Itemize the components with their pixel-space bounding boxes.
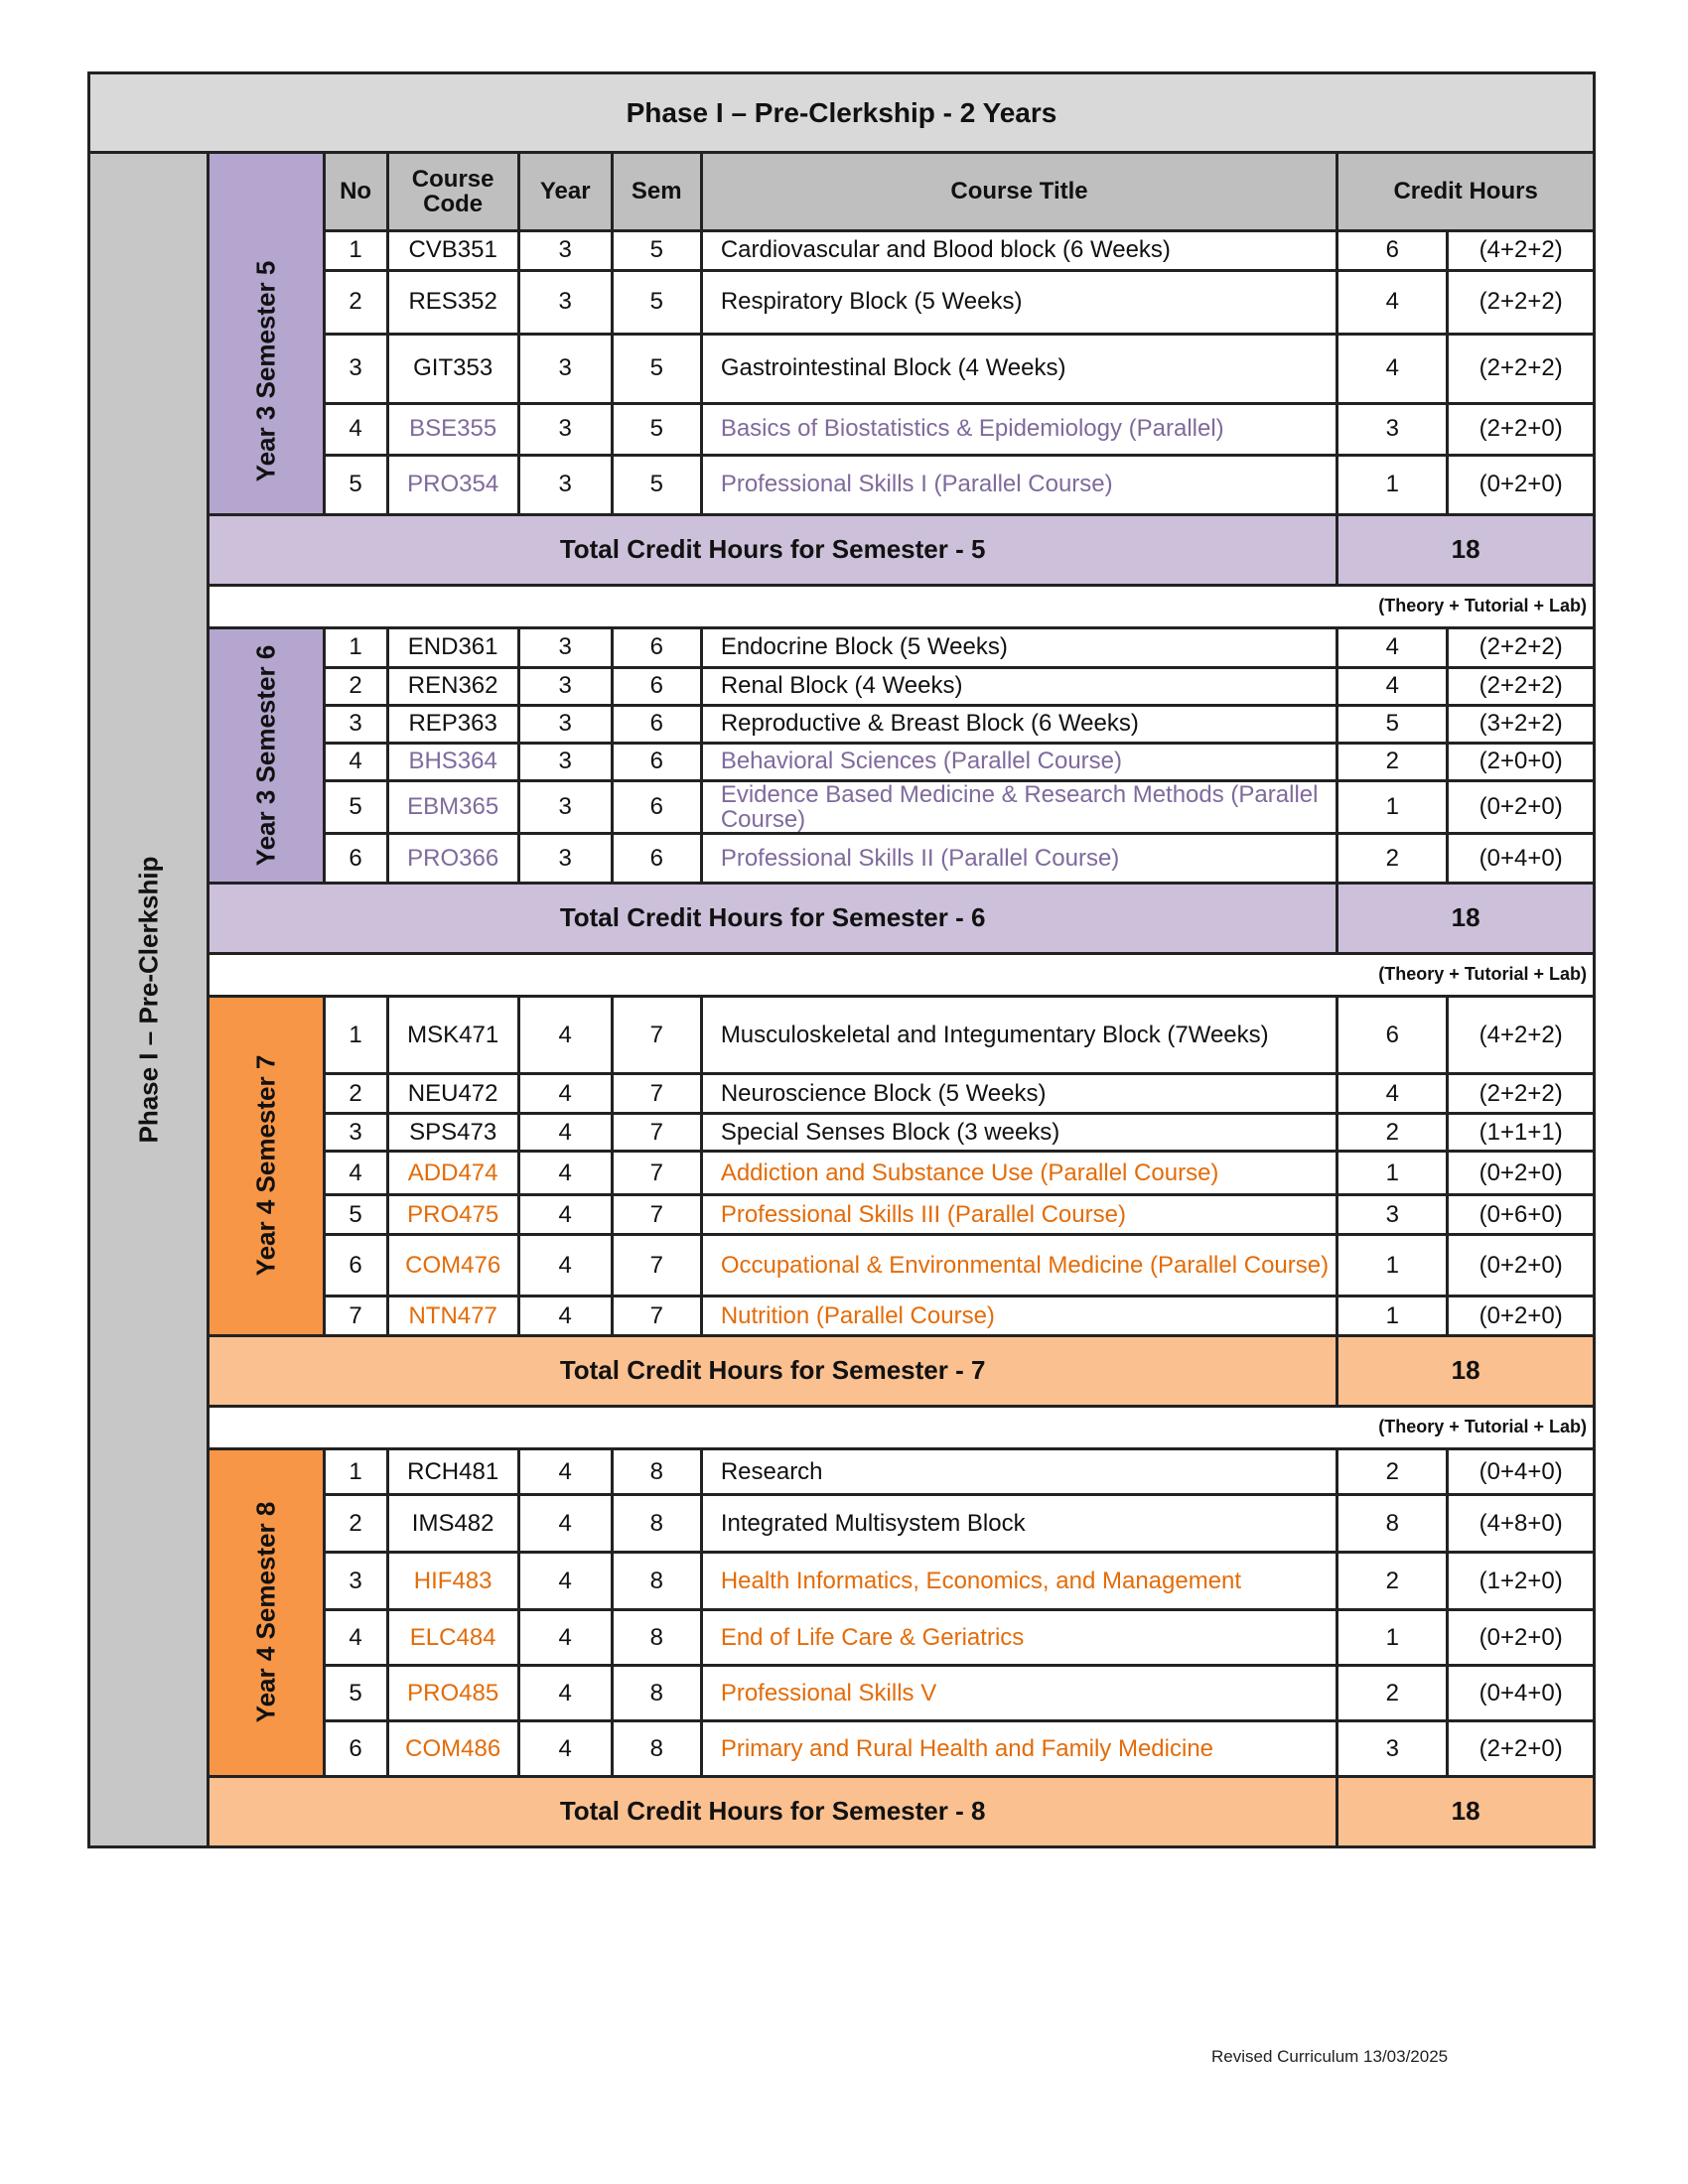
course-title: Evidence Based Medicine & Research Methods (Parallel Course) [701,780,1336,833]
credit-breakdown: (1+1+1) [1448,1113,1593,1151]
course-title: Professional Skills I (Parallel Course) [701,455,1336,514]
semester-label-text: Year 3 Semester 5 [250,260,281,482]
course-sem: 5 [612,334,701,403]
course-no: 4 [324,1609,387,1665]
semester-group [210,1448,1593,1845]
header-course-code: Course Code [387,154,518,230]
course-no: 4 [324,1151,387,1194]
course-year: 4 [518,1494,612,1552]
credit-breakdown: (2+0+0) [1448,743,1593,780]
course-row [210,1552,1593,1609]
header-credit-hours: Credit Hours [1337,154,1593,230]
course-code: NTN477 [387,1296,518,1335]
credit-hours: 2 [1337,1552,1448,1609]
course-code: RES352 [387,270,518,334]
course-title: End of Life Care & Geriatrics [701,1609,1336,1665]
course-title: Integrated Multisystem Block [701,1494,1336,1552]
semester-side-label [210,996,324,1335]
credit-breakdown: (2+2+0) [1448,1720,1593,1776]
course-no: 6 [324,1720,387,1776]
course-sem: 7 [612,1234,701,1296]
course-code: BSE355 [387,403,518,455]
course-sem: 8 [612,1609,701,1665]
semester-side-label [210,627,324,883]
course-sem: 6 [612,743,701,780]
credit-breakdown: (4+8+0) [1448,1494,1593,1552]
credit-hours: 2 [1337,743,1448,780]
credit-breakdown-note: (Theory + Tutorial + Lab) [210,953,1593,996]
semester-total-label: Total Credit Hours for Semester - 5 [210,514,1337,585]
course-code: PRO366 [387,833,518,883]
credit-hours: 6 [1337,230,1448,270]
phase-body [90,154,1593,1845]
course-title: Endocrine Block (5 Weeks) [701,627,1336,667]
credit-breakdown: (3+2+2) [1448,705,1593,743]
course-no: 6 [324,833,387,883]
course-year: 4 [518,1720,612,1776]
course-sem: 6 [612,780,701,833]
credit-hours: 1 [1337,1296,1448,1335]
course-year: 3 [518,334,612,403]
semester-group [210,627,1593,996]
course-row [210,1720,1593,1776]
course-title: Research [701,1448,1336,1494]
course-code: EBM365 [387,780,518,833]
course-code: RCH481 [387,1448,518,1494]
course-code: PRO475 [387,1194,518,1234]
credit-breakdown: (0+4+0) [1448,1448,1593,1494]
course-no: 3 [324,705,387,743]
course-no: 5 [324,1194,387,1234]
credit-breakdown: (0+4+0) [1448,1665,1593,1720]
course-title: Professional Skills II (Parallel Course) [701,833,1336,883]
course-no: 1 [324,1448,387,1494]
credit-note-row [210,953,1593,996]
course-year: 3 [518,780,612,833]
credit-breakdown: (1+2+0) [1448,1552,1593,1609]
course-year: 3 [518,743,612,780]
course-code: COM476 [387,1234,518,1296]
course-sem: 5 [612,230,701,270]
course-row [210,1113,1593,1151]
header-year: Year [518,154,612,230]
curriculum-table [87,71,1596,1848]
course-code: PRO485 [387,1665,518,1720]
semester-total-value: 18 [1337,514,1593,585]
course-sem: 5 [612,455,701,514]
course-title: Gastrointestinal Block (4 Weeks) [701,334,1336,403]
course-year: 3 [518,627,612,667]
course-row [210,780,1593,833]
semester-label-text: Year 4 Semester 7 [250,1055,281,1277]
course-year: 4 [518,1552,612,1609]
course-row [210,1609,1593,1665]
credit-hours: 3 [1337,1720,1448,1776]
semester-total-row [210,1776,1593,1845]
header-row [210,154,1593,230]
course-year: 4 [518,1073,612,1113]
credit-hours: 5 [1337,705,1448,743]
course-code: CVB351 [387,230,518,270]
course-sem: 8 [612,1494,701,1552]
course-year: 3 [518,230,612,270]
course-no: 6 [324,1234,387,1296]
credit-breakdown: (0+2+0) [1448,455,1593,514]
credit-hours: 6 [1337,996,1448,1073]
credit-hours: 1 [1337,780,1448,833]
header-side-cell [210,154,324,230]
course-no: 4 [324,403,387,455]
course-sem: 7 [612,1151,701,1194]
course-year: 4 [518,1609,612,1665]
course-row [210,1448,1593,1494]
course-sem: 8 [612,1665,701,1720]
course-sem: 5 [612,403,701,455]
credit-hours: 4 [1337,667,1448,705]
credit-breakdown: (2+2+2) [1448,667,1593,705]
course-code: SPS473 [387,1113,518,1151]
course-sem: 8 [612,1720,701,1776]
course-title: Health Informatics, Economics, and Management [701,1552,1336,1609]
semester-total-row [210,1335,1593,1406]
course-no: 1 [324,627,387,667]
header-sem: Sem [612,154,701,230]
course-code: BHS364 [387,743,518,780]
header-no: No [324,154,387,230]
semester-tables [210,154,1593,1845]
course-row [210,1194,1593,1234]
course-sem: 7 [612,1296,701,1335]
course-sem: 7 [612,1113,701,1151]
course-no: 2 [324,1494,387,1552]
semester-total-value: 18 [1337,1335,1593,1406]
course-no: 2 [324,1073,387,1113]
course-no: 5 [324,455,387,514]
credit-hours: 1 [1337,1234,1448,1296]
course-title: Reproductive & Breast Block (6 Weeks) [701,705,1336,743]
course-sem: 6 [612,833,701,883]
course-no: 3 [324,1113,387,1151]
course-sem: 6 [612,667,701,705]
course-row [210,1494,1593,1552]
semester-side-label [210,1448,324,1776]
course-code: HIF483 [387,1552,518,1609]
credit-note-row [210,585,1593,627]
course-title: Special Senses Block (3 weeks) [701,1113,1336,1151]
course-title: Nutrition (Parallel Course) [701,1296,1336,1335]
course-code: REP363 [387,705,518,743]
credit-hours: 4 [1337,1073,1448,1113]
course-row [210,1073,1593,1113]
credit-hours: 2 [1337,1665,1448,1720]
semester-side-label [210,230,324,514]
course-no: 1 [324,230,387,270]
course-row [210,1665,1593,1720]
credit-hours: 3 [1337,1194,1448,1234]
course-row [210,403,1593,455]
course-sem: 6 [612,705,701,743]
course-title: Professional Skills III (Parallel Course) [701,1194,1336,1234]
credit-breakdown: (2+2+2) [1448,270,1593,334]
credit-hours: 8 [1337,1494,1448,1552]
course-title: Occupational & Environmental Medicine (Parallel Course) [701,1234,1336,1296]
course-title: Primary and Rural Health and Family Medicine [701,1720,1336,1776]
credit-breakdown: (0+2+0) [1448,1234,1593,1296]
course-no: 3 [324,334,387,403]
course-no: 5 [324,1665,387,1720]
course-row [210,230,1593,270]
course-code: COM486 [387,1720,518,1776]
course-code: ELC484 [387,1609,518,1665]
course-year: 3 [518,455,612,514]
credit-breakdown: (2+2+2) [1448,1073,1593,1113]
course-year: 4 [518,1448,612,1494]
course-row [210,1296,1593,1335]
credit-breakdown: (4+2+2) [1448,996,1593,1073]
course-sem: 7 [612,996,701,1073]
course-year: 4 [518,1151,612,1194]
course-title: Renal Block (4 Weeks) [701,667,1336,705]
course-no: 2 [324,270,387,334]
course-code: REN362 [387,667,518,705]
course-row [210,627,1593,667]
credit-breakdown-note: (Theory + Tutorial + Lab) [210,1406,1593,1448]
course-year: 4 [518,1665,612,1720]
semester-total-label: Total Credit Hours for Semester - 8 [210,1776,1337,1845]
credit-hours: 4 [1337,270,1448,334]
course-title: Respiratory Block (5 Weeks) [701,270,1336,334]
course-code: NEU472 [387,1073,518,1113]
phase-title: Phase I – Pre-Clerkship - 2 Years [90,74,1593,154]
course-no: 3 [324,1552,387,1609]
course-year: 3 [518,403,612,455]
credit-hours: 3 [1337,403,1448,455]
semester-total-row [210,883,1593,953]
course-no: 5 [324,780,387,833]
course-code: MSK471 [387,996,518,1073]
course-row [210,833,1593,883]
course-title: Addiction and Substance Use (Parallel Course) [701,1151,1336,1194]
course-code: GIT353 [387,334,518,403]
credit-breakdown: (2+2+2) [1448,627,1593,667]
course-title: Neuroscience Block (5 Weeks) [701,1073,1336,1113]
course-row [210,455,1593,514]
credit-hours: 4 [1337,334,1448,403]
semester-label-text: Year 3 Semester 6 [250,644,281,866]
course-sem: 5 [612,270,701,334]
course-year: 3 [518,270,612,334]
credit-note-row [210,1406,1593,1448]
phase-side-label [90,154,210,1845]
semester-total-label: Total Credit Hours for Semester - 6 [210,883,1337,953]
course-sem: 8 [612,1552,701,1609]
course-year: 4 [518,1234,612,1296]
credit-breakdown: (2+2+0) [1448,403,1593,455]
course-year: 4 [518,1113,612,1151]
course-table [210,154,1593,1845]
credit-breakdown: (0+2+0) [1448,1609,1593,1665]
credit-breakdown: (0+2+0) [1448,1151,1593,1194]
credit-breakdown: (0+2+0) [1448,780,1593,833]
credit-hours: 2 [1337,833,1448,883]
course-row [210,667,1593,705]
credit-breakdown: (0+4+0) [1448,833,1593,883]
course-year: 4 [518,1194,612,1234]
course-sem: 6 [612,627,701,667]
course-year: 3 [518,705,612,743]
credit-breakdown: (0+2+0) [1448,1296,1593,1335]
course-title: Cardiovascular and Blood block (6 Weeks) [701,230,1336,270]
course-no: 7 [324,1296,387,1335]
course-no: 1 [324,996,387,1073]
credit-breakdown: (4+2+2) [1448,230,1593,270]
course-row [210,996,1593,1073]
course-row [210,334,1593,403]
course-title: Behavioral Sciences (Parallel Course) [701,743,1336,780]
credit-hours: 1 [1337,1151,1448,1194]
semester-group [210,996,1593,1448]
semester-total-value: 18 [1337,883,1593,953]
course-row [210,1151,1593,1194]
course-title: Professional Skills V [701,1665,1336,1720]
credit-hours: 2 [1337,1448,1448,1494]
semester-total-value: 18 [1337,1776,1593,1845]
semester-group [210,230,1593,627]
course-year: 4 [518,1296,612,1335]
credit-hours: 2 [1337,1113,1448,1151]
credit-hours: 1 [1337,455,1448,514]
semester-total-row [210,514,1593,585]
course-sem: 8 [612,1448,701,1494]
course-row [210,1234,1593,1296]
course-row [210,705,1593,743]
credit-breakdown: (2+2+2) [1448,334,1593,403]
course-no: 2 [324,667,387,705]
credit-hours: 4 [1337,627,1448,667]
credit-breakdown: (0+6+0) [1448,1194,1593,1234]
semester-total-label: Total Credit Hours for Semester - 7 [210,1335,1337,1406]
course-year: 3 [518,667,612,705]
revision-footer: Revised Curriculum 13/03/2025 [1211,2047,1449,2066]
course-code: PRO354 [387,455,518,514]
course-year: 4 [518,996,612,1073]
credit-breakdown-note: (Theory + Tutorial + Lab) [210,585,1593,627]
course-row [210,743,1593,780]
course-title: Basics of Biostatistics & Epidemiology (Parallel) [701,403,1336,455]
course-no: 4 [324,743,387,780]
credit-hours: 1 [1337,1609,1448,1665]
course-code: IMS482 [387,1494,518,1552]
course-row [210,270,1593,334]
course-sem: 7 [612,1194,701,1234]
course-year: 3 [518,833,612,883]
course-title: Musculoskeletal and Integumentary Block (7Weeks) [701,996,1336,1073]
semester-label-text: Year 4 Semester 8 [250,1502,281,1723]
header-course-title: Course Title [701,154,1336,230]
course-code: ADD474 [387,1151,518,1194]
course-sem: 7 [612,1073,701,1113]
course-code: END361 [387,627,518,667]
phase-side-text: Phase I – Pre-Clerkship [133,856,163,1144]
